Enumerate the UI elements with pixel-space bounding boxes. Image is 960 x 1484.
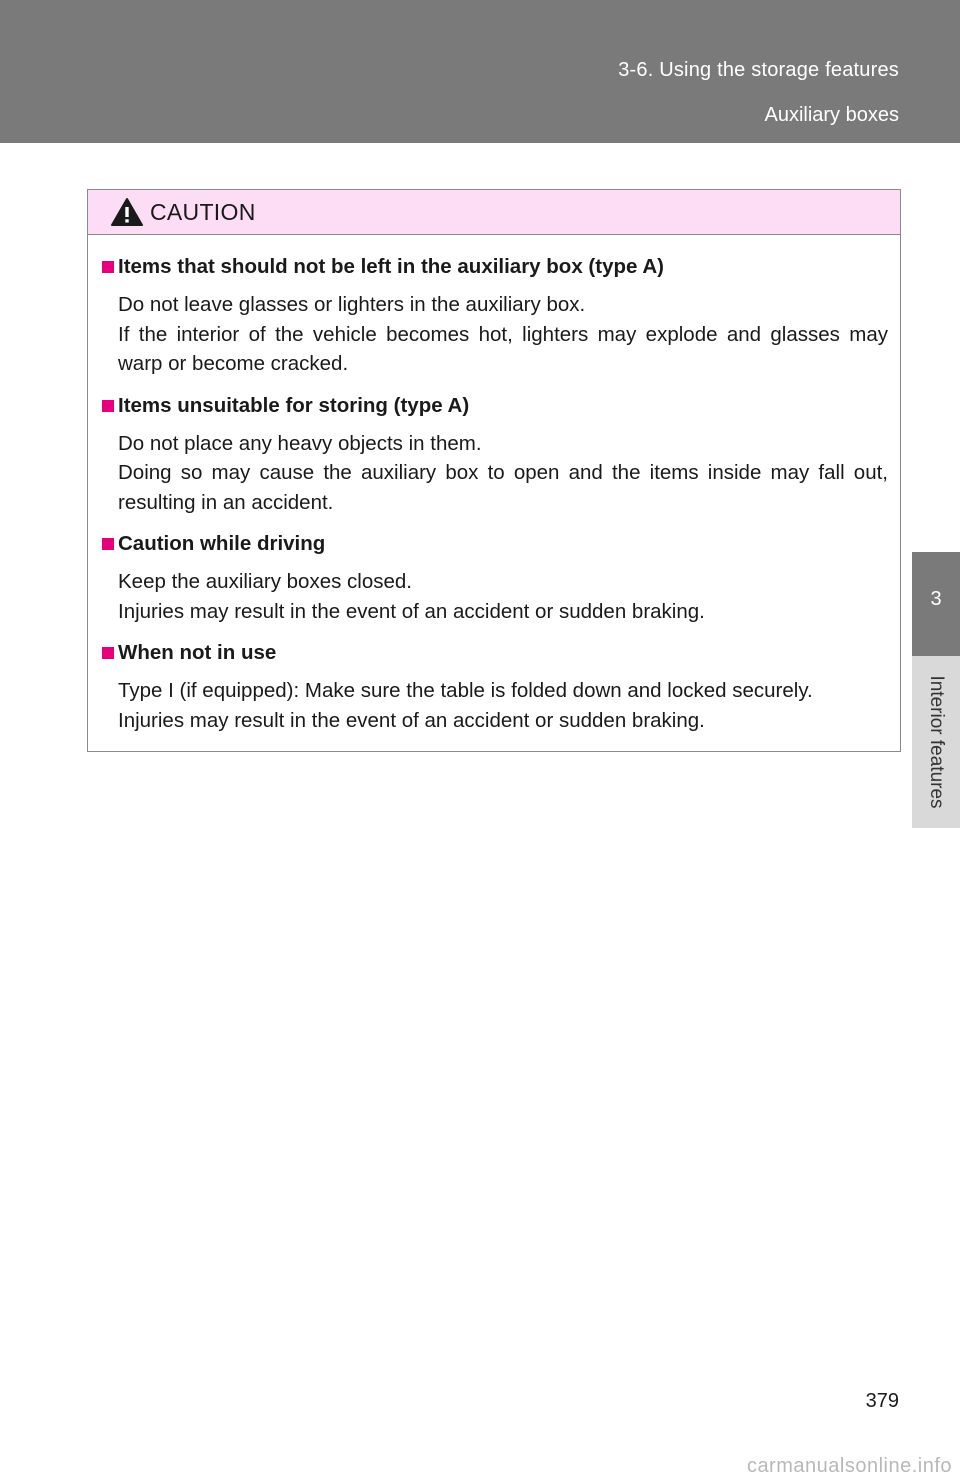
- section-title: 3-6. Using the storage features: [618, 59, 899, 81]
- caution-item: [102, 392, 888, 518]
- chapter-label: Interior features: [926, 675, 947, 809]
- page-header: [0, 0, 960, 143]
- caution-item-heading: Items that should not be left in the auxiliary box (type A): [102, 253, 888, 281]
- caution-header: [88, 190, 900, 235]
- square-bullet-icon: [102, 538, 114, 550]
- square-bullet-icon: [102, 647, 114, 659]
- caution-item-text: Keep the auxiliary boxes closed. Injuries may result in the event of an accident or sudden braking.: [118, 570, 705, 623]
- caution-item-heading: Caution while driving: [102, 530, 888, 558]
- sub-title: Auxiliary boxes: [764, 104, 899, 126]
- caution-item-text: Do not place any heavy objects in them. Doing so may cause the auxiliary box to open and the items inside may fall out, resulting in an accident.: [118, 431, 888, 514]
- caution-body: [88, 235, 900, 735]
- caution-item-heading: When not in use: [102, 639, 888, 667]
- chapter-number: 3: [930, 588, 942, 610]
- caution-item-text: Type I (if equipped): Make sure the table is folded down and locked securely. Injuries may result in the event of an accident or sudden braking.: [118, 679, 813, 732]
- watermark: carmanualsonline.info: [746, 1455, 952, 1477]
- square-bullet-icon: [102, 400, 114, 412]
- caution-item-text: Do not leave glasses or lighters in the auxiliary box. If the interior of the vehicle becomes hot, lighters may explode and glasses may warp or become cracked.: [118, 293, 888, 375]
- caution-title: CAUTION: [150, 198, 256, 225]
- caution-item: [102, 639, 888, 735]
- square-bullet-icon: [102, 261, 114, 273]
- caution-item: [102, 253, 888, 379]
- chapter-label-tab: [912, 656, 960, 828]
- caution-item-heading: Items unsuitable for storing (type A): [102, 392, 888, 420]
- chapter-tab: [912, 552, 960, 656]
- caution-box: [87, 189, 901, 752]
- caution-item: [102, 530, 888, 626]
- page-number: 379: [865, 1390, 899, 1412]
- warning-triangle-icon: [110, 197, 144, 227]
